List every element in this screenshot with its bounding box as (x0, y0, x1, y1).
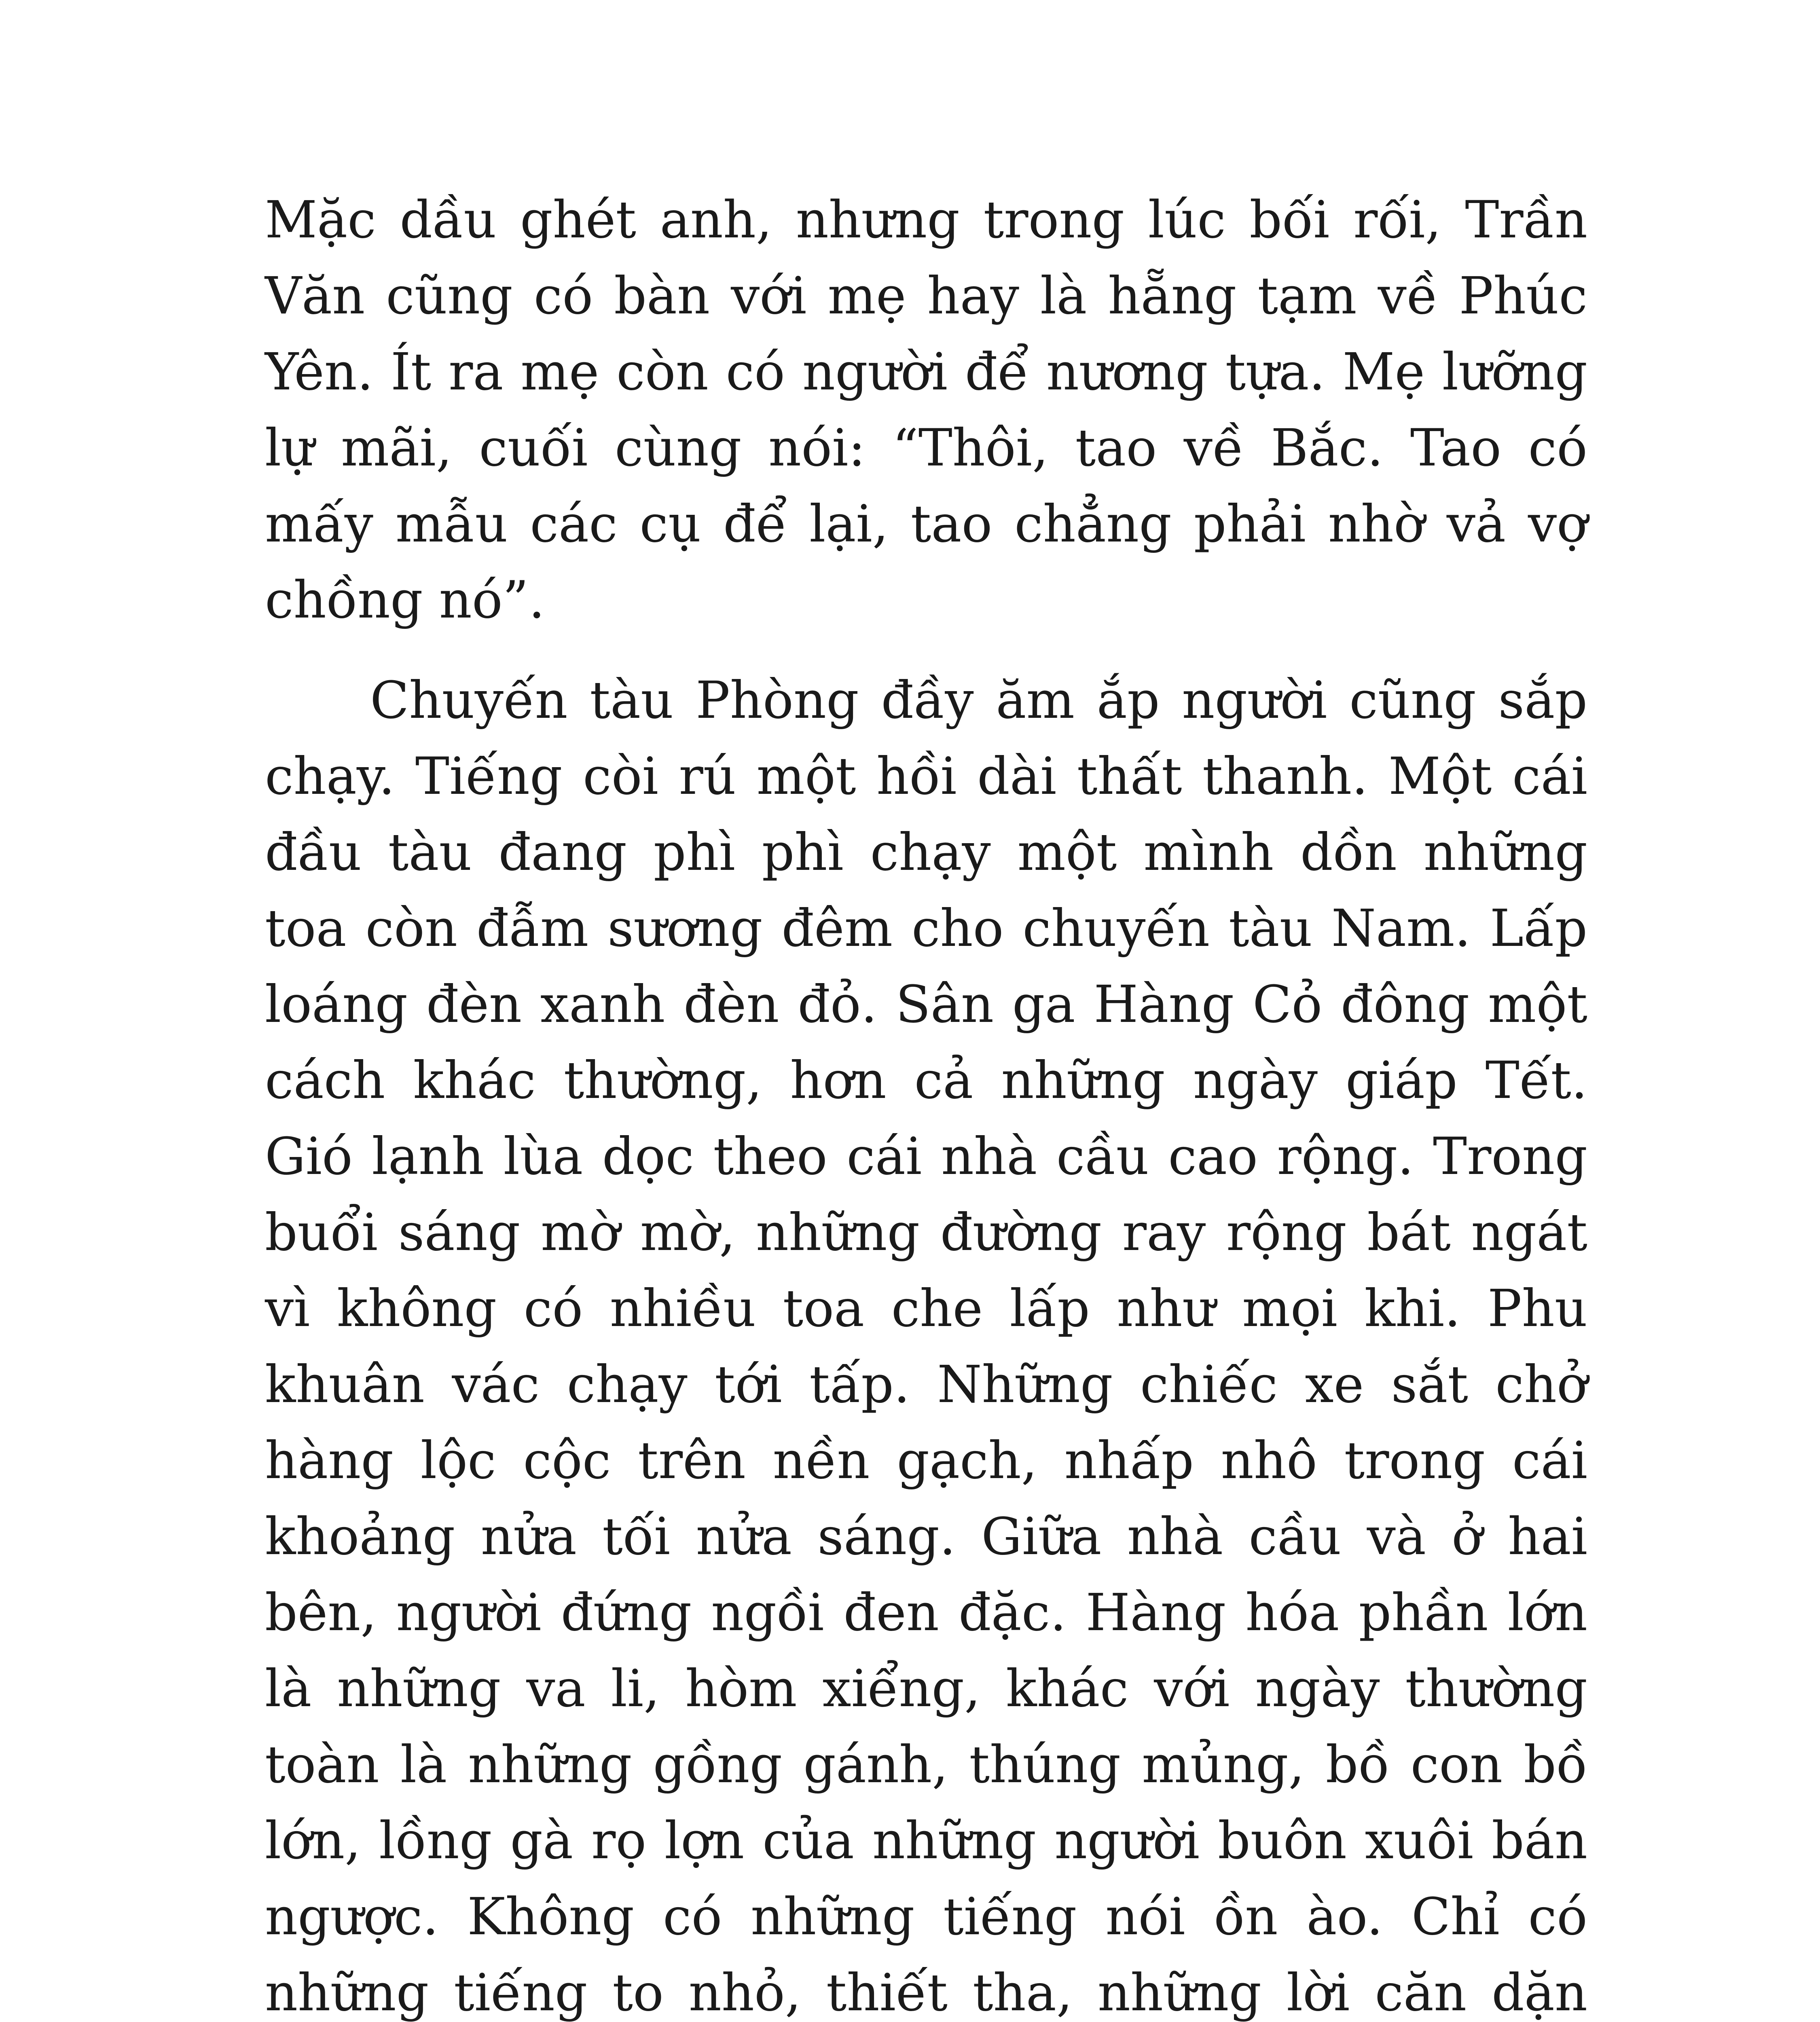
paragraph-1: Mặc dầu ghét anh, nhưng trong lúc bối rối, Trần Văn cũng có bàn với mẹ hay là hẵng tạm về Phúc Yên. Ít ra mẹ còn có người để nương tựa. Mẹ lưỡng lự mãi, cuối cùng nói: “Thôi, tao về Bắc. Tao có mấy mẫu các cụ để lại, tao chẳng phải nhờ vả vợ chồng nó”. (265, 190, 1587, 630)
body-text (265, 182, 1587, 2022)
paragraph-2: Chuyến tàu Phòng đầy ăm ắp người cũng sắp chạy. Tiếng còi rú một hồi dài thất thanh. Một cái đầu tàu đang phì phì chạy một mình dồn những toa còn đẫm sương đêm cho chuyến tàu Nam. Lấp loáng đèn xanh đèn đỏ. Sân ga Hàng Cỏ đông một cách khác thường, hơn cả những ngày giáp Tết. Gió lạnh lùa dọc theo cái nhà cầu cao rộng. Trong buổi sáng mờ mờ, những đường ray rộng bát ngát vì không có nhiều toa che lấp như mọi khi. Phu khuân vác chạy tới tấp. Những chiếc xe sắt chở hàng lộc cộc trên nền gạch, nhấp nhô trong cái khoảng nửa tối nửa sáng. Giữa nhà cầu và ở hai bên, người đứng ngồi đen đặc. Hàng hóa phần lớn là những va li, hòm xiểng, khác với ngày thường toàn là những gồng gánh, thúng mủng, bồ con bồ lớn, lồng gà rọ lợn của những người buôn xuôi bán ngược. Không có những tiếng nói ồn ào. Chỉ có những tiếng to nhỏ, thiết tha, những lời căn dặn (265, 670, 1587, 2022)
